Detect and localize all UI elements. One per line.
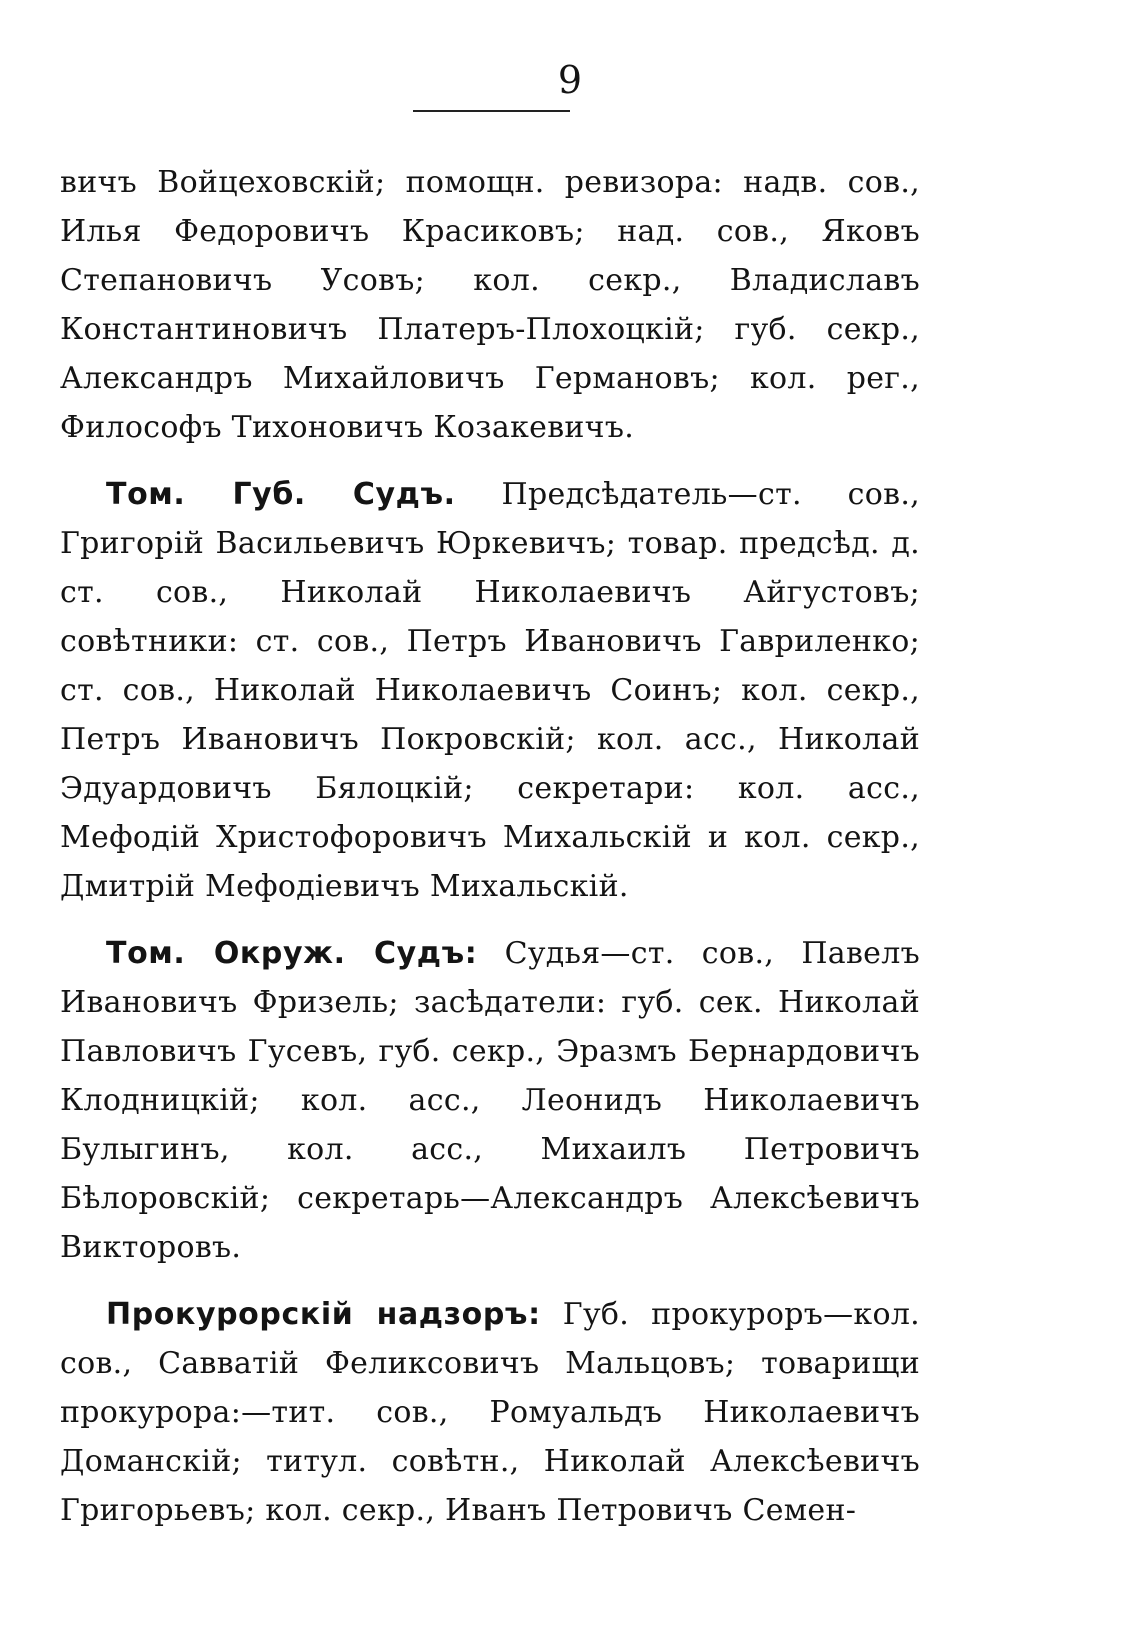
paragraph-2 (60, 470, 920, 911)
paragraph-4-text: Губ. прокуроръ—кол. сов., Савватій Феликсовичъ Мальцовъ; товарищи прокурора:—тит. сов., Ромуальдъ Николаевичъ Доманскій; титул. совѣтн., Николай Алексѣевичъ Григорьевъ; кол. секр., Иванъ Петровичъ Семен- (60, 1297, 921, 1528)
paragraph-2-text: Предсѣдатель—ст. сов., Григорій Васильевичъ Юркевичъ; товар. предсѣд. д. ст. сов., Николай Николаевичъ Айгустовъ; совѣтники: ст. сов., Петръ Ивановичъ Гавриленко; ст. сов., Николай Николаевичъ Соинъ; кол. секр., Петръ Ивановичъ Покровскій; кол. асс., Николай Эдуардовичъ Бялоцкій; секретари: кол. асс., Мефодій Христофоровичъ Михальскій и кол. секр., Дмитрій Мефодіевичъ Михальскій. (60, 477, 920, 904)
paragraph-4-heading: Прокурорскій надзоръ: (106, 1297, 541, 1332)
body-text (60, 158, 920, 1553)
paragraph-3 (60, 929, 920, 1272)
paragraph-3-text: Судья—ст. сов., Павелъ Ивановичъ Фризель; засѣдатели: губ. сек. Николай Павловичъ Гусевъ, губ. секр., Эразмъ Бернардовичъ Клодницкій; кол. асс., Леонидъ Николаевичъ Булыгинъ, кол. асс., Михаилъ Петровичъ Бѣлоровскій; секретарь—Александръ Алексѣевичъ Викторовъ. (60, 936, 920, 1265)
page-number: 9 (557, 58, 583, 102)
paragraph-4 (60, 1290, 920, 1535)
paragraph-1-text: вичъ Войцеховскій; помощн. ревизора: надв. сов., Илья Федоровичъ Красиковъ; над. сов., Яковъ Степановичъ Усовъ; кол. секр., Владиславъ Константиновичъ Платеръ-Плохоцкій; губ. секр., Александръ Михайловичъ Германовъ; кол. рег., Философъ Тихоновичъ Козакевичъ. (60, 165, 920, 445)
paragraph-1 (60, 158, 920, 452)
paragraph-2-heading: Том. Губ. Судъ. (106, 477, 456, 512)
paragraph-3-heading: Том. Окруж. Судъ: (106, 936, 478, 971)
header-rule (413, 110, 570, 112)
